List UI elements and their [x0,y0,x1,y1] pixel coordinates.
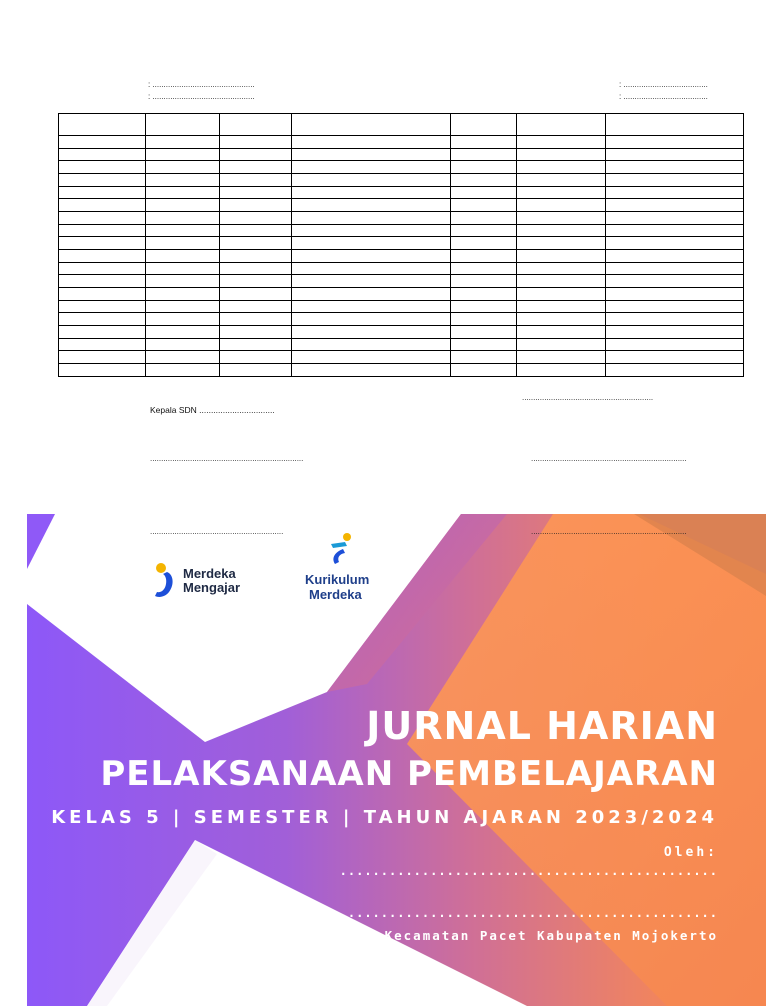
table-cell[interactable] [146,262,220,275]
cover-page [27,514,766,1006]
table-cell[interactable] [292,114,451,136]
table-cell[interactable] [59,186,146,199]
table-cell[interactable] [517,338,606,351]
table-cell[interactable] [220,237,292,250]
table-cell[interactable] [517,212,606,225]
kurikulum-merdeka-logo [299,532,379,604]
table-cell[interactable] [606,114,744,136]
table-cell[interactable] [606,174,744,187]
table-cell[interactable] [606,338,744,351]
table-cell[interactable] [451,262,517,275]
table-cell[interactable] [606,364,744,377]
table-cell[interactable] [220,174,292,187]
table-cell[interactable] [451,174,517,187]
signature-right-top-line: ........................................................... [522,393,654,402]
table-row [59,313,744,326]
table-cell[interactable] [146,300,220,313]
table-cell[interactable] [146,224,220,237]
table-cell[interactable] [220,186,292,199]
table-cell[interactable] [606,250,744,263]
table-row [59,364,744,377]
cover-signature-right-line: ...................................................................... [531,527,687,536]
table-cell[interactable] [451,186,517,199]
table-cell[interactable] [292,364,451,377]
table-cell[interactable] [606,186,744,199]
table-cell[interactable] [292,288,451,301]
table-cell[interactable] [146,174,220,187]
table-cell[interactable] [146,364,220,377]
table-cell[interactable] [606,148,744,161]
table-cell[interactable] [146,136,220,149]
table-cell[interactable] [146,250,220,263]
table-cell[interactable] [220,300,292,313]
table-row [59,224,744,237]
table-cell[interactable] [451,224,517,237]
table-cell[interactable] [292,148,451,161]
table-cell[interactable] [220,224,292,237]
table-cell[interactable] [146,161,220,174]
table-cell[interactable] [59,275,146,288]
table-cell[interactable] [292,351,451,364]
table-row [59,326,744,339]
table-row [59,161,744,174]
table-cell[interactable] [517,326,606,339]
table-cell[interactable] [517,161,606,174]
table-cell[interactable] [451,275,517,288]
cover-by-label: Oleh: [663,845,718,860]
cover-author-dots-1: .............................................. [339,864,718,878]
table-cell[interactable] [59,300,146,313]
table-cell[interactable] [292,186,451,199]
cover-district: Kecamatan Pacet Kabupaten Mojokerto [384,928,718,943]
table-cell[interactable] [220,136,292,149]
table-cell[interactable] [451,338,517,351]
table-row [59,136,744,149]
header-right-field-2: : ...................................... [619,92,708,101]
table-cell[interactable] [451,288,517,301]
table-cell[interactable] [220,199,292,212]
table-cell[interactable] [517,186,606,199]
table-cell[interactable] [451,364,517,377]
table-cell[interactable] [292,250,451,263]
table-cell[interactable] [606,212,744,225]
table-cell[interactable] [517,174,606,187]
table-cell[interactable] [59,148,146,161]
merdeka-mengajar-icon [151,562,181,600]
merdeka-mengajar-line2: Mengajar [183,580,241,595]
table-row [59,212,744,225]
kurikulum-line2: Merdeka [309,587,362,602]
kurikulum-merdeka-icon [325,532,355,568]
table-cell[interactable] [59,288,146,301]
table-cell[interactable] [292,161,451,174]
table-cell[interactable] [59,250,146,263]
table-cell[interactable] [606,351,744,364]
table-cell[interactable] [292,300,451,313]
table-cell[interactable] [220,326,292,339]
table-cell[interactable] [220,250,292,263]
table-cell[interactable] [517,351,606,364]
table-cell[interactable] [146,212,220,225]
table-cell[interactable] [517,199,606,212]
merdeka-mengajar-line1: Merdeka [183,566,236,581]
table-cell[interactable] [517,114,606,136]
table-cell[interactable] [220,351,292,364]
table-cell[interactable] [292,326,451,339]
table-cell[interactable] [59,161,146,174]
table-cell[interactable] [59,338,146,351]
table-cell[interactable] [146,275,220,288]
table-cell[interactable] [451,212,517,225]
table-row [59,262,744,275]
table-cell[interactable] [451,351,517,364]
table-row [59,237,744,250]
table-cell[interactable] [59,199,146,212]
table-cell[interactable] [451,250,517,263]
table-row [59,250,744,263]
table-cell[interactable] [59,364,146,377]
table-cell[interactable] [220,338,292,351]
table-cell[interactable] [220,262,292,275]
table-cell[interactable] [59,237,146,250]
table-cell[interactable] [59,224,146,237]
table-cell[interactable] [606,262,744,275]
table-cell[interactable] [292,212,451,225]
signature-right-line: ...................................................................... [531,454,687,463]
table-cell[interactable] [606,326,744,339]
table-cell[interactable] [59,313,146,326]
journal-table [58,113,744,377]
table-cell[interactable] [451,114,517,136]
table-cell[interactable] [292,262,451,275]
table-cell[interactable] [59,114,146,136]
table-cell[interactable] [59,351,146,364]
header-right-field-1: : ...................................... [619,80,708,89]
table-cell[interactable] [146,313,220,326]
header-left-field-2: : .............................................. [148,92,255,101]
table-cell[interactable] [146,351,220,364]
table-cell[interactable] [146,148,220,161]
table-cell[interactable] [59,174,146,187]
table-cell[interactable] [451,199,517,212]
cover-title-line1: JURNAL HARIAN [366,704,718,748]
kurikulum-line1: Kurikulum [305,572,370,587]
principal-label: Kepala SDN ................................ [150,405,275,415]
table-cell[interactable] [146,199,220,212]
table-cell[interactable] [606,161,744,174]
table-header-row [59,114,744,136]
table-cell[interactable] [220,212,292,225]
table-cell[interactable] [146,326,220,339]
table-cell[interactable] [606,224,744,237]
header-left-field-1: : .............................................. [148,80,255,89]
table-cell[interactable] [517,250,606,263]
table-row [59,275,744,288]
table-row [59,300,744,313]
table-cell[interactable] [220,148,292,161]
table-row [59,186,744,199]
table-cell[interactable] [606,275,744,288]
table-cell[interactable] [517,275,606,288]
table-row [59,148,744,161]
table-cell[interactable] [517,288,606,301]
table-cell[interactable] [292,237,451,250]
table-cell[interactable] [146,338,220,351]
table-cell[interactable] [292,338,451,351]
table-cell[interactable] [59,212,146,225]
table-cell[interactable] [606,136,744,149]
table-cell[interactable] [292,136,451,149]
table-cell[interactable] [606,237,744,250]
table-cell[interactable] [146,186,220,199]
table-cell[interactable] [606,300,744,313]
table-cell[interactable] [220,275,292,288]
table-cell[interactable] [517,237,606,250]
table-cell[interactable] [146,237,220,250]
table-cell[interactable] [451,148,517,161]
table-cell[interactable] [220,364,292,377]
cover-author-dots-2: .............................................. [339,906,718,920]
table-cell[interactable] [292,275,451,288]
table-cell[interactable] [59,136,146,149]
table-row [59,174,744,187]
cover-signature-left-line: ............................................................ [150,527,284,536]
table-cell[interactable] [451,326,517,339]
table-cell[interactable] [146,288,220,301]
table-cell[interactable] [292,174,451,187]
table-cell[interactable] [146,114,220,136]
table-cell[interactable] [517,300,606,313]
table-cell[interactable] [451,136,517,149]
table-cell[interactable] [517,148,606,161]
table-cell[interactable] [606,313,744,326]
table-cell[interactable] [517,136,606,149]
table-cell[interactable] [517,364,606,377]
table-row [59,338,744,351]
table-cell[interactable] [220,161,292,174]
table-cell[interactable] [220,313,292,326]
table-cell[interactable] [292,313,451,326]
table-cell[interactable] [451,313,517,326]
table-cell[interactable] [606,199,744,212]
table-cell[interactable] [517,313,606,326]
table-cell[interactable] [220,288,292,301]
table-cell[interactable] [220,114,292,136]
table-cell[interactable] [451,237,517,250]
table-row [59,288,744,301]
table-cell[interactable] [59,262,146,275]
table-cell[interactable] [292,224,451,237]
table-cell[interactable] [517,224,606,237]
table-cell[interactable] [292,199,451,212]
merdeka-mengajar-logo [151,562,261,602]
table-cell[interactable] [606,288,744,301]
cover-subtitle: KELAS 5 | SEMESTER | TAHUN AJARAN 2023/2024 [51,807,718,828]
table-cell[interactable] [451,161,517,174]
cover-title-line2: PELAKSANAAN PEMBELAJARAN [100,754,718,794]
table-cell[interactable] [517,262,606,275]
table-cell[interactable] [451,300,517,313]
table-cell[interactable] [59,326,146,339]
signature-left-line: ..................................................................... [150,454,304,463]
table-row [59,199,744,212]
table-row [59,351,744,364]
